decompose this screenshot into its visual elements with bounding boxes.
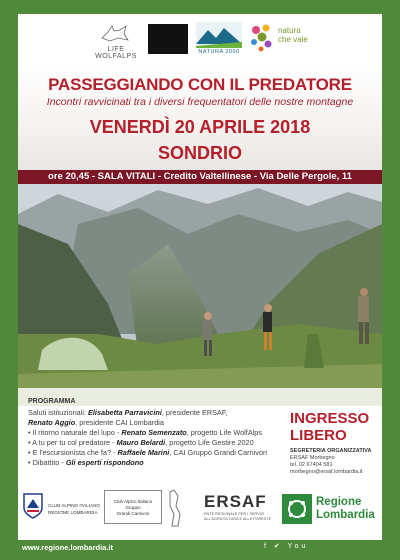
program-line: • E l'escursionista che fa? - Raffaele Marini, CAI Gruppo Grandi Carnivori bbox=[28, 448, 268, 458]
program-line: • Il ritorno naturale del lupo - Renato Semenzato, progetto Life WolfAlps bbox=[28, 428, 263, 438]
mountain-hikers-photo bbox=[18, 184, 382, 406]
event-date: VENERDÌ 20 APRILE 2018 bbox=[89, 117, 311, 137]
program-label: PROGRAMMA bbox=[28, 398, 76, 405]
segreteria-info: SEGRETERIA ORGANIZZATIVA ERSAF Morbegno tel. 02 67404 581 morbegno@ersaf.lombardia.it bbox=[290, 448, 372, 475]
mountain-icon bbox=[196, 22, 242, 48]
program-panel bbox=[18, 388, 382, 480]
wolf-silhouette-icon bbox=[166, 488, 186, 528]
footer-logos bbox=[18, 480, 382, 540]
natura-che-vale-line1: natura bbox=[278, 26, 301, 35]
natura-che-vale-line2: che vale bbox=[278, 35, 308, 44]
cai-lombardia-logo: CLUB ALPINO ITALIANO REGIONE LOMBARDIA bbox=[22, 492, 108, 528]
program-line: Saluti istituzionali: Elisabetta Parravicini, presidente ERSAF, bbox=[28, 408, 228, 417]
regione-lombardia-logo: Regione Lombardia bbox=[282, 494, 378, 526]
natura-che-vale-logo bbox=[248, 22, 318, 58]
cai-shield-icon bbox=[22, 492, 44, 520]
rosa-camuna-icon bbox=[282, 494, 312, 524]
venue-bar: ore 20,45 - SALA VITALI - Credito Valtellinese - Via Delle Pergole, 11 bbox=[18, 170, 382, 184]
cai-grandi-carnivori-logo: Club Alpino Italiano Gruppo Grandi Carnivori bbox=[104, 490, 162, 524]
ersaf-logo: ERSAF ENTE REGIONALE PER I SERVIZI ALL'AGRICOLTURA E ALLE FORESTE bbox=[204, 492, 272, 521]
wolf-icon bbox=[100, 22, 130, 44]
event-city: SONDRIO bbox=[157, 143, 242, 163]
ingresso-libero: INGRESSO LIBERO bbox=[290, 410, 370, 444]
header-logos bbox=[18, 14, 382, 66]
flower-icon bbox=[248, 22, 276, 54]
natura-2000-logo: NATURA 2000 bbox=[196, 22, 242, 58]
social-icons[interactable]: f ✔ You bbox=[264, 543, 309, 550]
program-list bbox=[28, 408, 283, 469]
event-subtitle: Incontri ravvicinati tra i diversi frequentatori delle nostre montagne bbox=[46, 96, 354, 108]
event-title: PASSEGGIANDO CON IL PREDATORE bbox=[48, 75, 352, 94]
program-line: • A tu per tu col predatore - Mauro Belardi, progetto Life Gestire 2020 bbox=[28, 438, 254, 448]
poster-frame bbox=[18, 14, 382, 540]
program-line: • Dibattito - Gli esperti rispondono bbox=[28, 458, 144, 468]
regione-website-link[interactable]: www.regione.lombardia.it bbox=[22, 543, 113, 552]
title-area bbox=[18, 66, 382, 170]
program-line: Renato Aggio, presidente CAI Lombardia bbox=[28, 418, 164, 428]
life-wolfalps-logo: LIFE WOLFALPS bbox=[86, 22, 146, 58]
sponsor-logo-black bbox=[148, 24, 188, 54]
